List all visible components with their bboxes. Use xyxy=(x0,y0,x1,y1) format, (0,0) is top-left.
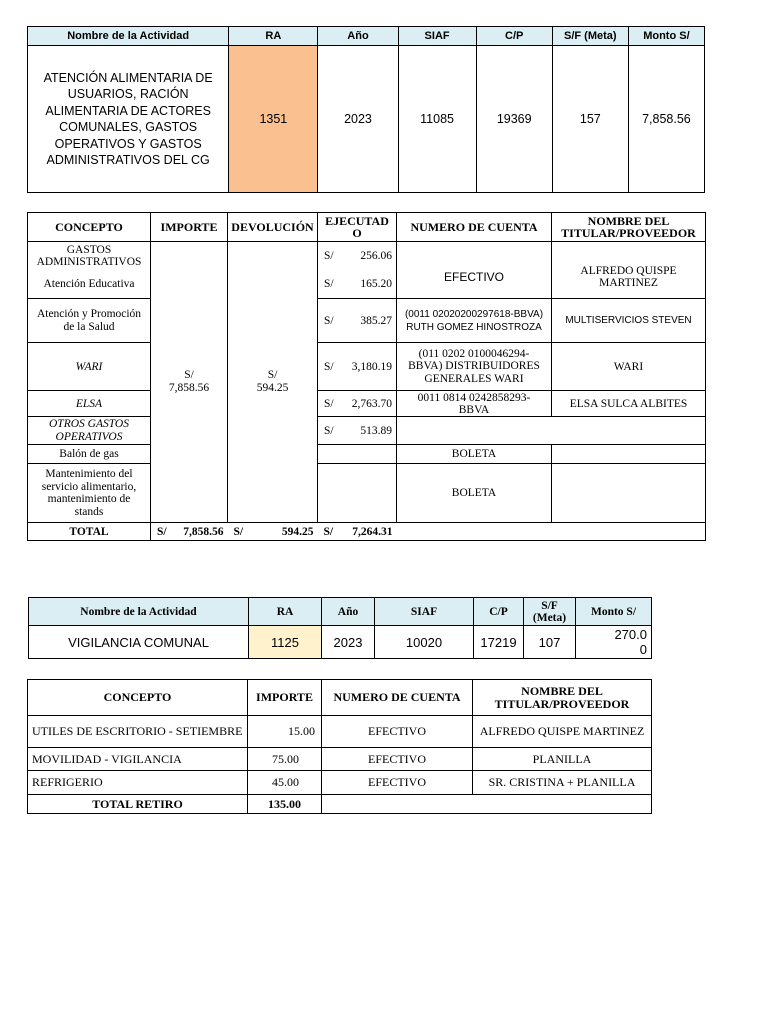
header2-anio: Año xyxy=(322,598,375,626)
header-cp: C/P xyxy=(476,27,552,46)
header2-monto: Monto S/ xyxy=(576,598,652,626)
activity2-cp: 17219 xyxy=(474,626,524,659)
expense-table-1 xyxy=(27,212,706,541)
titular-balon-gas xyxy=(552,445,706,464)
header2-meta: S/F (Meta) xyxy=(524,598,576,626)
total-retiro-label: TOTAL RETIRO xyxy=(28,795,248,814)
cuenta-atencion-educativa: EFECTIVO xyxy=(397,242,552,299)
concepto-elsa: ELSA xyxy=(28,391,151,417)
header-monto: Monto S/ xyxy=(628,27,704,46)
total-ejecutado: S/ 7,264.31 xyxy=(318,523,397,541)
activity2-monto: 270.0 0 xyxy=(576,626,652,659)
concepto-refrigerio: REFRIGERIO xyxy=(28,771,248,795)
titular-salud: MULTISERVICIOS STEVEN xyxy=(552,299,706,343)
activity-ra: 1351 xyxy=(229,46,318,193)
concepto-atencion-educativa: Atención Educativa xyxy=(28,270,151,299)
importe-total-cell: S/ 7,858.56 xyxy=(151,242,228,523)
concepto-mantenimiento: Mantenimiento del servicio alimentario, mantenimiento de stands xyxy=(28,464,151,523)
activity2-meta: 107 xyxy=(524,626,576,659)
activity2-siaf: 10020 xyxy=(375,626,474,659)
concepto-otros-gastos: OTROS GASTOS OPERATIVOS xyxy=(28,417,151,445)
concepto-utiles: UTILES DE ESCRITORIO - SETIEMBRE xyxy=(28,716,248,748)
cuenta-movilidad: EFECTIVO xyxy=(322,748,473,771)
cuenta-elsa: 0011 0814 0242858293- BBVA xyxy=(397,391,552,417)
ejecutado-gastos-administrativos: S/ 256.06 xyxy=(318,242,397,270)
titular-elsa: ELSA SULCA ALBITES xyxy=(552,391,706,417)
cuenta-otros-gastos xyxy=(397,417,706,445)
titular-movilidad: PLANILLA xyxy=(473,748,652,771)
titular-wari: WARI xyxy=(552,343,706,391)
titular-mantenimiento xyxy=(552,464,706,523)
concepto-gastos-administrativos: GASTOS ADMINISTRATIVOS xyxy=(28,242,151,270)
activity-anio: 2023 xyxy=(318,46,398,193)
activity-table-1 xyxy=(27,26,705,193)
expense-table-2 xyxy=(27,679,652,814)
activity-siaf: 11085 xyxy=(398,46,476,193)
header-siaf: SIAF xyxy=(398,27,476,46)
header-devolucion: DEVOLUCIÓN xyxy=(228,213,318,242)
header-importe: IMPORTE xyxy=(151,213,228,242)
activity-meta: 157 xyxy=(552,46,628,193)
concepto-wari: WARI xyxy=(28,343,151,391)
header-anio: Año xyxy=(318,27,398,46)
titular-utiles: ALFREDO QUISPE MARTINEZ xyxy=(473,716,652,748)
activity-table-2 xyxy=(28,597,652,659)
cuenta-utiles: EFECTIVO xyxy=(322,716,473,748)
activity2-name: VIGILANCIA COMUNAL xyxy=(29,626,249,659)
importe-utiles: 15.00 xyxy=(248,716,322,748)
header-nombre-actividad: Nombre de la Actividad xyxy=(28,27,229,46)
total-label: TOTAL xyxy=(28,523,151,541)
cuenta-mantenimiento: BOLETA xyxy=(397,464,552,523)
cuenta-balon-gas: BOLETA xyxy=(397,445,552,464)
cuenta-wari: (011 0202 0100046294- BBVA) DISTRIBUIDORES GENERALES WARI xyxy=(397,343,552,391)
header2-cp: C/P xyxy=(474,598,524,626)
header4-numero-cuenta: NUMERO DE CUENTA xyxy=(322,680,473,716)
header4-concepto: CONCEPTO xyxy=(28,680,248,716)
titular-refrigerio: SR. CRISTINA + PLANILLA xyxy=(473,771,652,795)
header-meta: S/F (Meta) xyxy=(552,27,628,46)
activity-name: ATENCIÓN ALIMENTARIA DE USUARIOS, RACIÓN ALIMENTARIA DE ACTORES COMUNALES, GASTOS OPERATIVOS Y GASTOS ADMINISTRATIVOS DEL CG xyxy=(28,46,229,193)
header2-nombre-actividad: Nombre de la Actividad xyxy=(29,598,249,626)
concepto-salud: Atención y Promoción de la Salud xyxy=(28,299,151,343)
header2-ra: RA xyxy=(249,598,322,626)
header-numero-cuenta: NUMERO DE CUENTA xyxy=(397,213,552,242)
cuenta-salud: (0011 02020200297618-BBVA) RUTH GOMEZ HINOSTROZA xyxy=(397,299,552,343)
ejecutado-elsa: S/ 2,763.70 xyxy=(318,391,397,417)
concepto-balon-gas: Balón de gas xyxy=(28,445,151,464)
cuenta-refrigerio: EFECTIVO xyxy=(322,771,473,795)
header-ra: RA xyxy=(229,27,318,46)
header-ejecutado: EJECUTAD O xyxy=(318,213,397,242)
header4-titular: NOMBRE DEL TITULAR/PROVEEDOR xyxy=(473,680,652,716)
ejecutado-salud: S/ 385.27 xyxy=(318,299,397,343)
ejecutado-otros-gastos: S/ 513.89 xyxy=(318,417,397,445)
header4-importe: IMPORTE xyxy=(248,680,322,716)
total-importe: S/ 7,858.56 xyxy=(151,523,228,541)
activity2-ra: 1125 xyxy=(249,626,322,659)
ejecutado-wari: S/ 3,180.19 xyxy=(318,343,397,391)
titular-atencion-educativa: ALFREDO QUISPE MARTINEZ xyxy=(552,242,706,299)
header-titular: NOMBRE DEL TITULAR/PROVEEDOR xyxy=(552,213,706,242)
ejecutado-atencion-educativa: S/ 165.20 xyxy=(318,270,397,299)
header2-siaf: SIAF xyxy=(375,598,474,626)
total-retiro-importe: 135.00 xyxy=(248,795,322,814)
concepto-movilidad: MOVILIDAD - VIGILANCIA xyxy=(28,748,248,771)
activity2-anio: 2023 xyxy=(322,626,375,659)
importe-refrigerio: 45.00 xyxy=(248,771,322,795)
ejecutado-balon-gas xyxy=(318,445,397,464)
importe-movilidad: 75.00 xyxy=(248,748,322,771)
activity-monto: 7,858.56 xyxy=(628,46,704,193)
ejecutado-mantenimiento xyxy=(318,464,397,523)
header-concepto: CONCEPTO xyxy=(28,213,151,242)
devolucion-total-cell: S/ 594.25 xyxy=(228,242,318,523)
total-devolucion: S/ 594.25 xyxy=(228,523,318,541)
activity-cp: 19369 xyxy=(476,46,552,193)
